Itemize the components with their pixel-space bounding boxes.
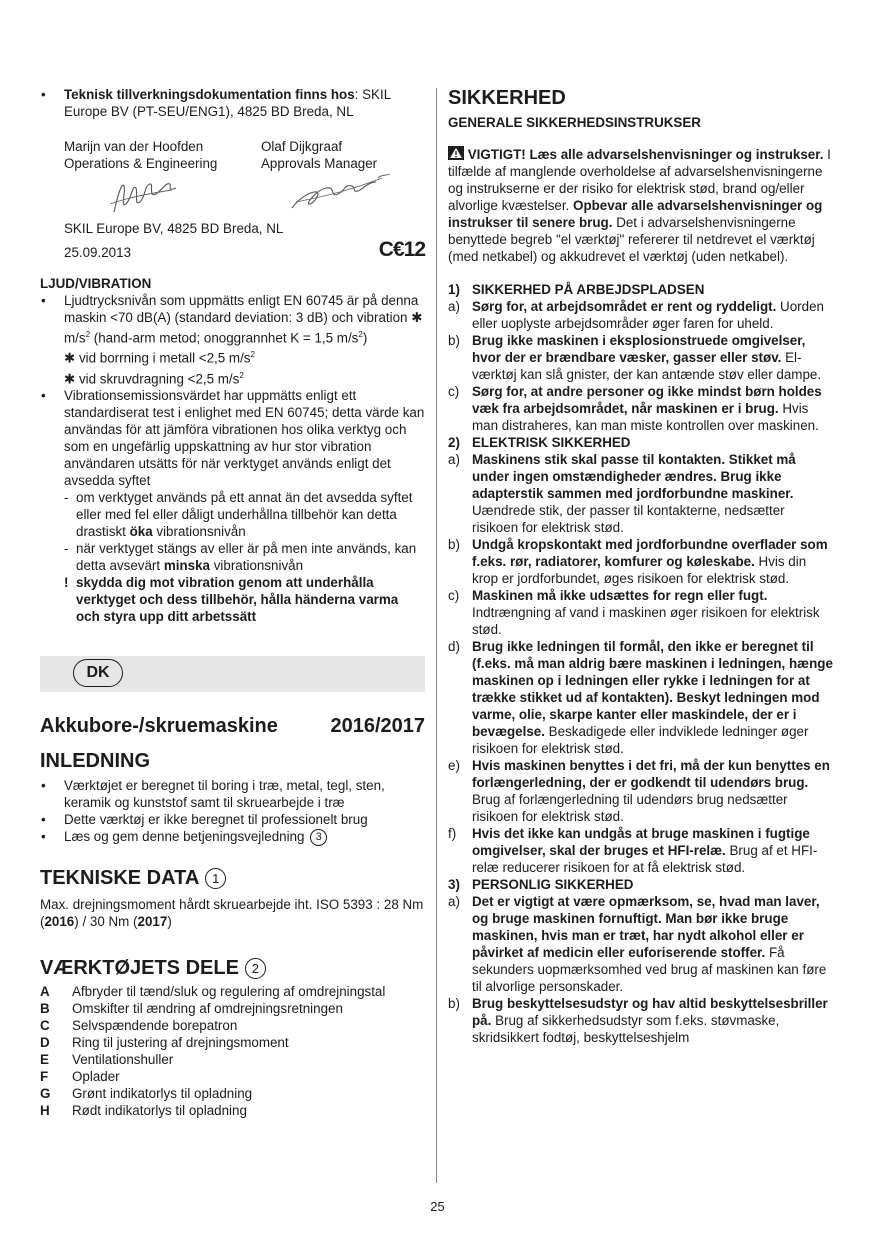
part-description: Ventilationshuller (72, 1052, 174, 1068)
item-text: Uændrede stik, der passer til kontakterne, nedsætter risikoen for elektrisk stød. (472, 503, 785, 535)
part-description: Rødt indikatorlys til opladning (72, 1103, 247, 1119)
section-2-item-f (448, 825, 834, 876)
section-3-title: PERSONLIG SIKKERHED (472, 877, 634, 892)
item-text: Hvis din krop er jordforbundet, øges risikoen for elektrisk stød. (472, 554, 807, 586)
intro-bullet-1: • Værktøjet er beregnet til boring i træ, metal, tegl, sten, keramik og kunststof samt til skruearbejde i træ (40, 777, 425, 811)
section-1-item-b (448, 332, 834, 383)
signatory-2-role: Approvals Manager (261, 156, 378, 171)
section-2-item-a (448, 451, 834, 536)
page-number: 25 (430, 1199, 445, 1214)
warning-triangle-icon (448, 146, 464, 160)
product-name: Akkubore-/skruemaskine (40, 715, 278, 738)
section-1-title: SIKKERHED PÅ ARBEJDSPLADSEN (472, 282, 705, 297)
signature-2-image (286, 172, 396, 216)
tech-data-text (40, 896, 425, 930)
item-text: Brug af sikkerhedsudstyr som f.eks. støvmaske, skridsikkert fodtøj, beskyttelseshjelm (472, 1013, 780, 1045)
star-symbol: ✱ (64, 371, 76, 387)
intro-bullet-2: • Dette værktøj er ikke beregnet til professionelt brug (40, 811, 425, 828)
section-2-number: 2) (448, 435, 460, 450)
part-letter: B (40, 1001, 50, 1017)
ljud-sub-1 (40, 489, 425, 540)
safety-section-3 (448, 876, 834, 1046)
intro-bullet-3 (40, 828, 425, 846)
section-2-title: ELEKTRISK SIKKERHED (472, 435, 631, 450)
part-description: Ring til justering af drejningsmoment (72, 1035, 289, 1051)
item-bold: Brug ikke maskinen i eksplosionstruede omgivelser, hvor der er brændbare væsker, gasser eller støv. (472, 333, 806, 365)
star-symbol: ✱ (64, 350, 76, 366)
ljud-text-c: (hand-arm metod; onoggrannhet K = 1,5 m/s (90, 330, 359, 346)
item-text: Indtrængning af vand i maskinen øger risikoen for elektrisk stød. (472, 605, 820, 637)
part-description: Grønt indikatorlys til opladning (72, 1086, 253, 1102)
tech-model-2017: 2017 (137, 914, 168, 930)
signatory-1 (64, 138, 261, 172)
tech-data-title: TEKNISKE DATA (40, 867, 200, 890)
item-bold: Det er vigtigt at være opmærksom, se, hvad man laver, og bruge maskinen fornuftigt. Man bør ikke bruge maskinen, hvis man er træt, har nydt alkohol eller er påvirket af medicin eller euforiserende stoffer. (472, 894, 820, 960)
sub-1-text-b: vibrationsnivån (152, 524, 246, 540)
safety-title: SIKKERHED (448, 87, 566, 109)
item-label: a) (448, 452, 460, 467)
item-text: Beskadigede eller indviklede ledninger øger risikoen for elektrisk stød. (472, 724, 809, 756)
warning-bold-2: Opbevar alle advarselshenvisninger og instrukser til senere brug. (448, 198, 823, 230)
part-row (40, 1102, 425, 1119)
item-bold: Brug ikke ledningen til formål, den ikke er beregnet til (f.eks. må man aldrig bære maskinen i ledningen, hænge maskinen op i ledningen eller rykke i ledningen for at trække stikket ud af kontakten). Beskyt ledningen mod varme, olie, skarpe kanter eller maskindele, der er i bevægelse. (472, 639, 833, 739)
intro-heading: INLEDNING (40, 750, 150, 773)
product-model: 2016/2017 (330, 715, 425, 738)
part-description: Afbryder til tænd/sluk og regulering af omdrejningstal (72, 984, 386, 1000)
date: 25.09.2013 (64, 245, 132, 260)
product-title (40, 714, 425, 738)
signature-area (64, 172, 425, 220)
ljud-bullet-1 (40, 292, 425, 346)
tech-text-b: ) / 30 Nm ( (74, 914, 138, 930)
signatories (40, 138, 425, 172)
item-label: a) (448, 894, 460, 909)
superscript-2: 2 (250, 350, 255, 360)
section-3-heading (448, 876, 834, 893)
signatory-1-role: Operations & Engineering (64, 156, 218, 171)
ce-mark: C€12 (378, 238, 425, 261)
part-letter: E (40, 1052, 49, 1068)
part-letter: F (40, 1069, 49, 1085)
left-column (40, 86, 425, 1119)
item-label: d) (448, 639, 460, 654)
safety-subtitle: GENERALE SIKKERHEDSINSTRUKSER (448, 115, 701, 130)
ljud-bullet-2: • Vibrationsemissionsvärdet har uppmätts enligt ett standardiserat test i enlighet med EN 60745; detta värde kan användas för att jämföra vibrationen hos olika verktyg och som en ungefärlig uppskattning av hur stor vibration användaren utsätts för när verktyget används enligt det avsedda syftet (40, 387, 425, 489)
signatory-1-name: Marijn van der Hoofden (64, 139, 204, 154)
sub-2-text-b: vibrationsnivån (210, 558, 304, 574)
item-label: b) (448, 333, 460, 348)
part-row (40, 1085, 425, 1102)
item-bold: Hvis det ikke kan undgås at bruge maskinen i fugtige omgivelser, skal der bruges et HFI-relæ. (472, 826, 810, 858)
part-row (40, 1000, 425, 1017)
parts-heading (40, 956, 425, 980)
section-1-number: 1) (448, 282, 460, 297)
sub-1-bold: öka (129, 524, 153, 540)
part-letter: G (40, 1086, 51, 1102)
signature-1-image (106, 174, 186, 218)
section-2-heading (448, 434, 834, 451)
section-2-item-e (448, 757, 834, 825)
item-text: Uorden eller uoplyste arbejdsområder øger faren for uheld. (472, 299, 824, 331)
sub-1-text-a: om verktyget används på ett annat än det avsedda syftet eller med fel eller dåligt underhållna tillbehör kan detta drastiskt (76, 490, 413, 540)
section-3-number: 3) (448, 877, 460, 892)
part-description: Oplader (72, 1069, 120, 1085)
company-line: SKIL Europe BV, 4825 BD Breda, NL (64, 221, 284, 236)
item-bold: Maskinens stik skal passe til kontakten. Stikket må under ingen omstændigheder ændres. Brug ikke adapterstik sammen med jordforbundne maskiner. (472, 452, 796, 501)
figure-ref-1: 1 (205, 868, 226, 889)
section-1-item-c (448, 383, 834, 434)
section-2-item-c (448, 587, 834, 638)
safety-section-2 (448, 434, 834, 876)
part-row (40, 1051, 425, 1068)
parts-title: VÆRKTØJETS DELE (40, 957, 239, 980)
item-bold: Undgå kropskontakt med jordforbundne overflader som f.eks. rør, radiatorer, komfurer og køleskabe. (472, 537, 828, 569)
part-row (40, 1068, 425, 1085)
warning-text-2: Det i advarselshenvisningerne benyttede begreb "el værktøj" refererer til netdrevet el værktøj (med netkabel) og akkudrevet el værktøj (uden netkabel). (448, 215, 815, 264)
item-bold: Brug beskyttelsesudstyr og hav altid beskyttelsesbriller på. (472, 996, 828, 1028)
section-2-item-d (448, 638, 834, 757)
part-letter: D (40, 1035, 50, 1051)
signatory-2 (261, 138, 377, 172)
tech-text-c: ) (167, 914, 172, 930)
date-ce-row (40, 239, 425, 261)
intro-list (40, 777, 425, 846)
signatory-2-name: Olaf Dijkgraaf (261, 139, 343, 154)
part-letter: A (40, 984, 50, 1000)
item-label: c) (448, 588, 460, 603)
vibration-warning: ! skydda dig mot vibration genom att underhålla verktyget och dess tillbehör, hålla händerna varma och styra upp ditt arbetssätt (40, 574, 425, 625)
sub-2-bold: minska (163, 558, 210, 574)
tech-doc-address: : SKIL Europe BV (PT-SEU/ENG1), 4825 BD Breda, NL (64, 87, 391, 119)
part-description: Selvspændende borepatron (72, 1018, 238, 1034)
item-text: Brug af et HFI-relæ reducerer risikoen for at få elektrisk stød. (472, 843, 818, 875)
language-band (40, 656, 425, 692)
figure-ref-3: 3 (310, 829, 327, 846)
warning-text-1: I tilfælde af manglende overholdelse af advarselshenvisningerne og instrukserne er der risiko for elektrisk stød, brand og/eller alvorlige kvæstelser. (448, 147, 831, 213)
figure-ref-2: 2 (245, 958, 266, 979)
tech-model-2016: 2016 (44, 914, 75, 930)
item-text: El-værktøj kan slå gnister, der kan antænde støv eller dampe. (472, 350, 822, 382)
item-label: b) (448, 996, 460, 1011)
star-line-screwing (40, 367, 425, 387)
warning-bold-1: VIGTIGT! Læs alle advarselshenvisninger og instrukser. (467, 147, 824, 162)
part-letter: H (40, 1103, 50, 1119)
star-line-1-text: vid borrning i metall <2,5 m/s (75, 350, 251, 366)
item-text: Få sekunders uopmærksomhed ved brug af maskinen kan føre til alvorlige personskader. (472, 945, 827, 994)
tech-data-heading (40, 866, 425, 890)
safety-section-1 (448, 281, 834, 434)
parts-list (40, 983, 425, 1119)
section-3-item-b (448, 995, 834, 1046)
star-line-2-text: vid skruvdragning <2,5 m/s (75, 371, 240, 387)
item-bold: Hvis maskinen benyttes i det fri, må der kun benyttes en forlængerledning, der er godkendt til udendørs brug. (472, 758, 830, 790)
superscript-2: 2 (358, 330, 363, 339)
intro-bullet-3-text: Læs og gem denne betjeningsvejledning (64, 829, 305, 845)
section-1-heading (448, 281, 834, 298)
part-row (40, 983, 425, 1000)
section-2-item-b (448, 536, 834, 587)
part-description: Omskifter til ændring af omdrejningsretningen (72, 1001, 343, 1017)
sub-2-text-a: när verktyget stängs av eller är på men inte används, kan detta avsevärt (76, 541, 417, 574)
right-column (448, 86, 834, 1046)
item-bold: Maskinen må ikke udsættes for regn eller fugt. (472, 588, 768, 603)
ljud-text-d: ) (362, 330, 368, 346)
star-line-drilling (40, 346, 425, 366)
ljud-text-a: Ljudtrycksnivån som uppmätts enligt EN 60745 är på denna maskin <70 dB(A) (standard deviation: 3 dB) och vibration (64, 293, 419, 325)
part-row (40, 1017, 425, 1034)
part-row (40, 1034, 425, 1051)
tech-doc-bullet (40, 86, 425, 120)
ljud-sub-2 (40, 540, 425, 574)
item-text: Brug af forlængerledning til udendørs brug nedsætter risikoen for elektrisk stød. (472, 792, 788, 824)
superscript-2: 2 (239, 370, 244, 380)
tech-doc-label: Teknisk tillverkningsdokumentation finns hos (64, 87, 355, 102)
section-3-item-a (448, 893, 834, 995)
star-symbol: ✱ (411, 310, 423, 325)
item-label: b) (448, 537, 460, 552)
superscript-2: 2 (85, 330, 91, 339)
item-bold: Sørg for, at arbejdsområdet er rent og ryddeligt. (472, 299, 777, 314)
ljud-heading: LJUD/VIBRATION (40, 276, 152, 291)
section-1-item-a (448, 298, 834, 332)
item-label: c) (448, 384, 460, 399)
safety-warning-paragraph (448, 146, 834, 265)
ljud-unit: m/s (64, 330, 86, 346)
part-letter: C (40, 1018, 50, 1034)
item-label: f) (448, 826, 457, 841)
item-text: Hvis man distraheres, kan man miste kontrollen over maskinen. (472, 401, 819, 433)
column-divider (436, 88, 437, 1183)
item-label: a) (448, 299, 460, 314)
tech-text-a: Max. drejningsmoment hårdt skruearbejde iht. ISO 5393 : 28 Nm ( (40, 897, 424, 930)
item-label: e) (448, 758, 460, 773)
item-bold: Sørg for, at andre personer og ikke mindst børn holdes væk fra arbejdsområdet, når maskinen er i brug. (472, 384, 822, 416)
dk-language-badge: DK (73, 659, 123, 687)
